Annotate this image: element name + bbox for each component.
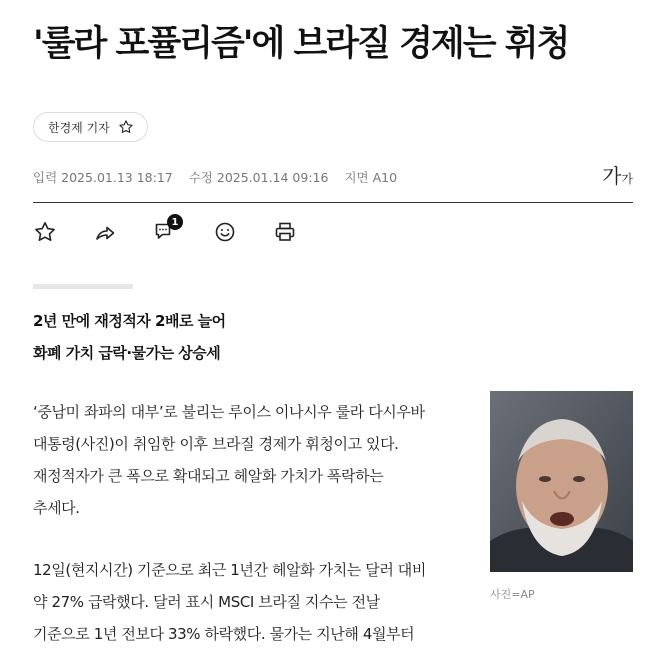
share-icon[interactable] [93, 220, 117, 244]
article-paragraph-2 [33, 554, 426, 650]
subheadline-1: 2년 만에 재정적자 2배로 늘어 [33, 312, 226, 330]
article-photo[interactable] [490, 391, 633, 572]
comment-icon[interactable] [153, 216, 179, 244]
page-label: 지면 [344, 170, 369, 185]
paragraph-line: 12일(현지시간) 기준으로 최근 1년간 헤알화 가치는 달러 대비 [33, 561, 426, 579]
input-time: 2025.01.13 18:17 [61, 169, 173, 185]
modified-label: 수정 [188, 170, 213, 185]
font-size-big: 가 [602, 164, 622, 188]
input-label: 입력 [33, 170, 58, 185]
font-size-small: 가 [621, 172, 633, 186]
photo-caption: 사진=AP [490, 588, 535, 601]
reporter-name: 한경제 기자 [48, 120, 110, 135]
star-icon[interactable] [118, 119, 134, 135]
paragraph-line: 재정적자가 큰 폭으로 확대되고 헤알화 가치가 폭락하는 [33, 467, 384, 485]
reporter-button[interactable] [33, 112, 148, 142]
divider [33, 202, 633, 203]
comment-count-badge: 1 [167, 214, 183, 230]
section-marker [33, 284, 133, 289]
paragraph-line: 대통령(사진)이 취임한 이후 브라질 경제가 휘청이고 있다. [33, 435, 399, 453]
bookmark-icon[interactable] [33, 220, 57, 244]
subheadline-2: 화폐 가치 급락·물가는 상승세 [33, 344, 221, 362]
article-paragraph-1 [33, 396, 425, 524]
article-meta [33, 168, 413, 186]
paragraph-line: ‘중남미 좌파의 대부’로 불리는 루이스 이나시우 룰라 다시우바 [33, 403, 425, 421]
article-title: '룰라 포퓰리즘'에 브라질 경제는 휘청 [33, 24, 569, 64]
paragraph-line: 약 27% 급락했다. 달러 표시 MSCI 브라질 지수는 전날 [33, 593, 380, 611]
print-icon[interactable] [273, 220, 297, 244]
paragraph-line: 기준으로 1년 전보다 33% 하락했다. 물가는 지난해 4월부터 [33, 625, 415, 643]
font-size-button[interactable] [602, 160, 633, 189]
modified-time: 2025.01.14 09:16 [216, 169, 329, 185]
paragraph-line: 추세다. [33, 499, 80, 517]
emotion-icon[interactable] [213, 220, 237, 244]
article-toolbar [33, 216, 333, 244]
page-number: A10 [372, 169, 398, 185]
